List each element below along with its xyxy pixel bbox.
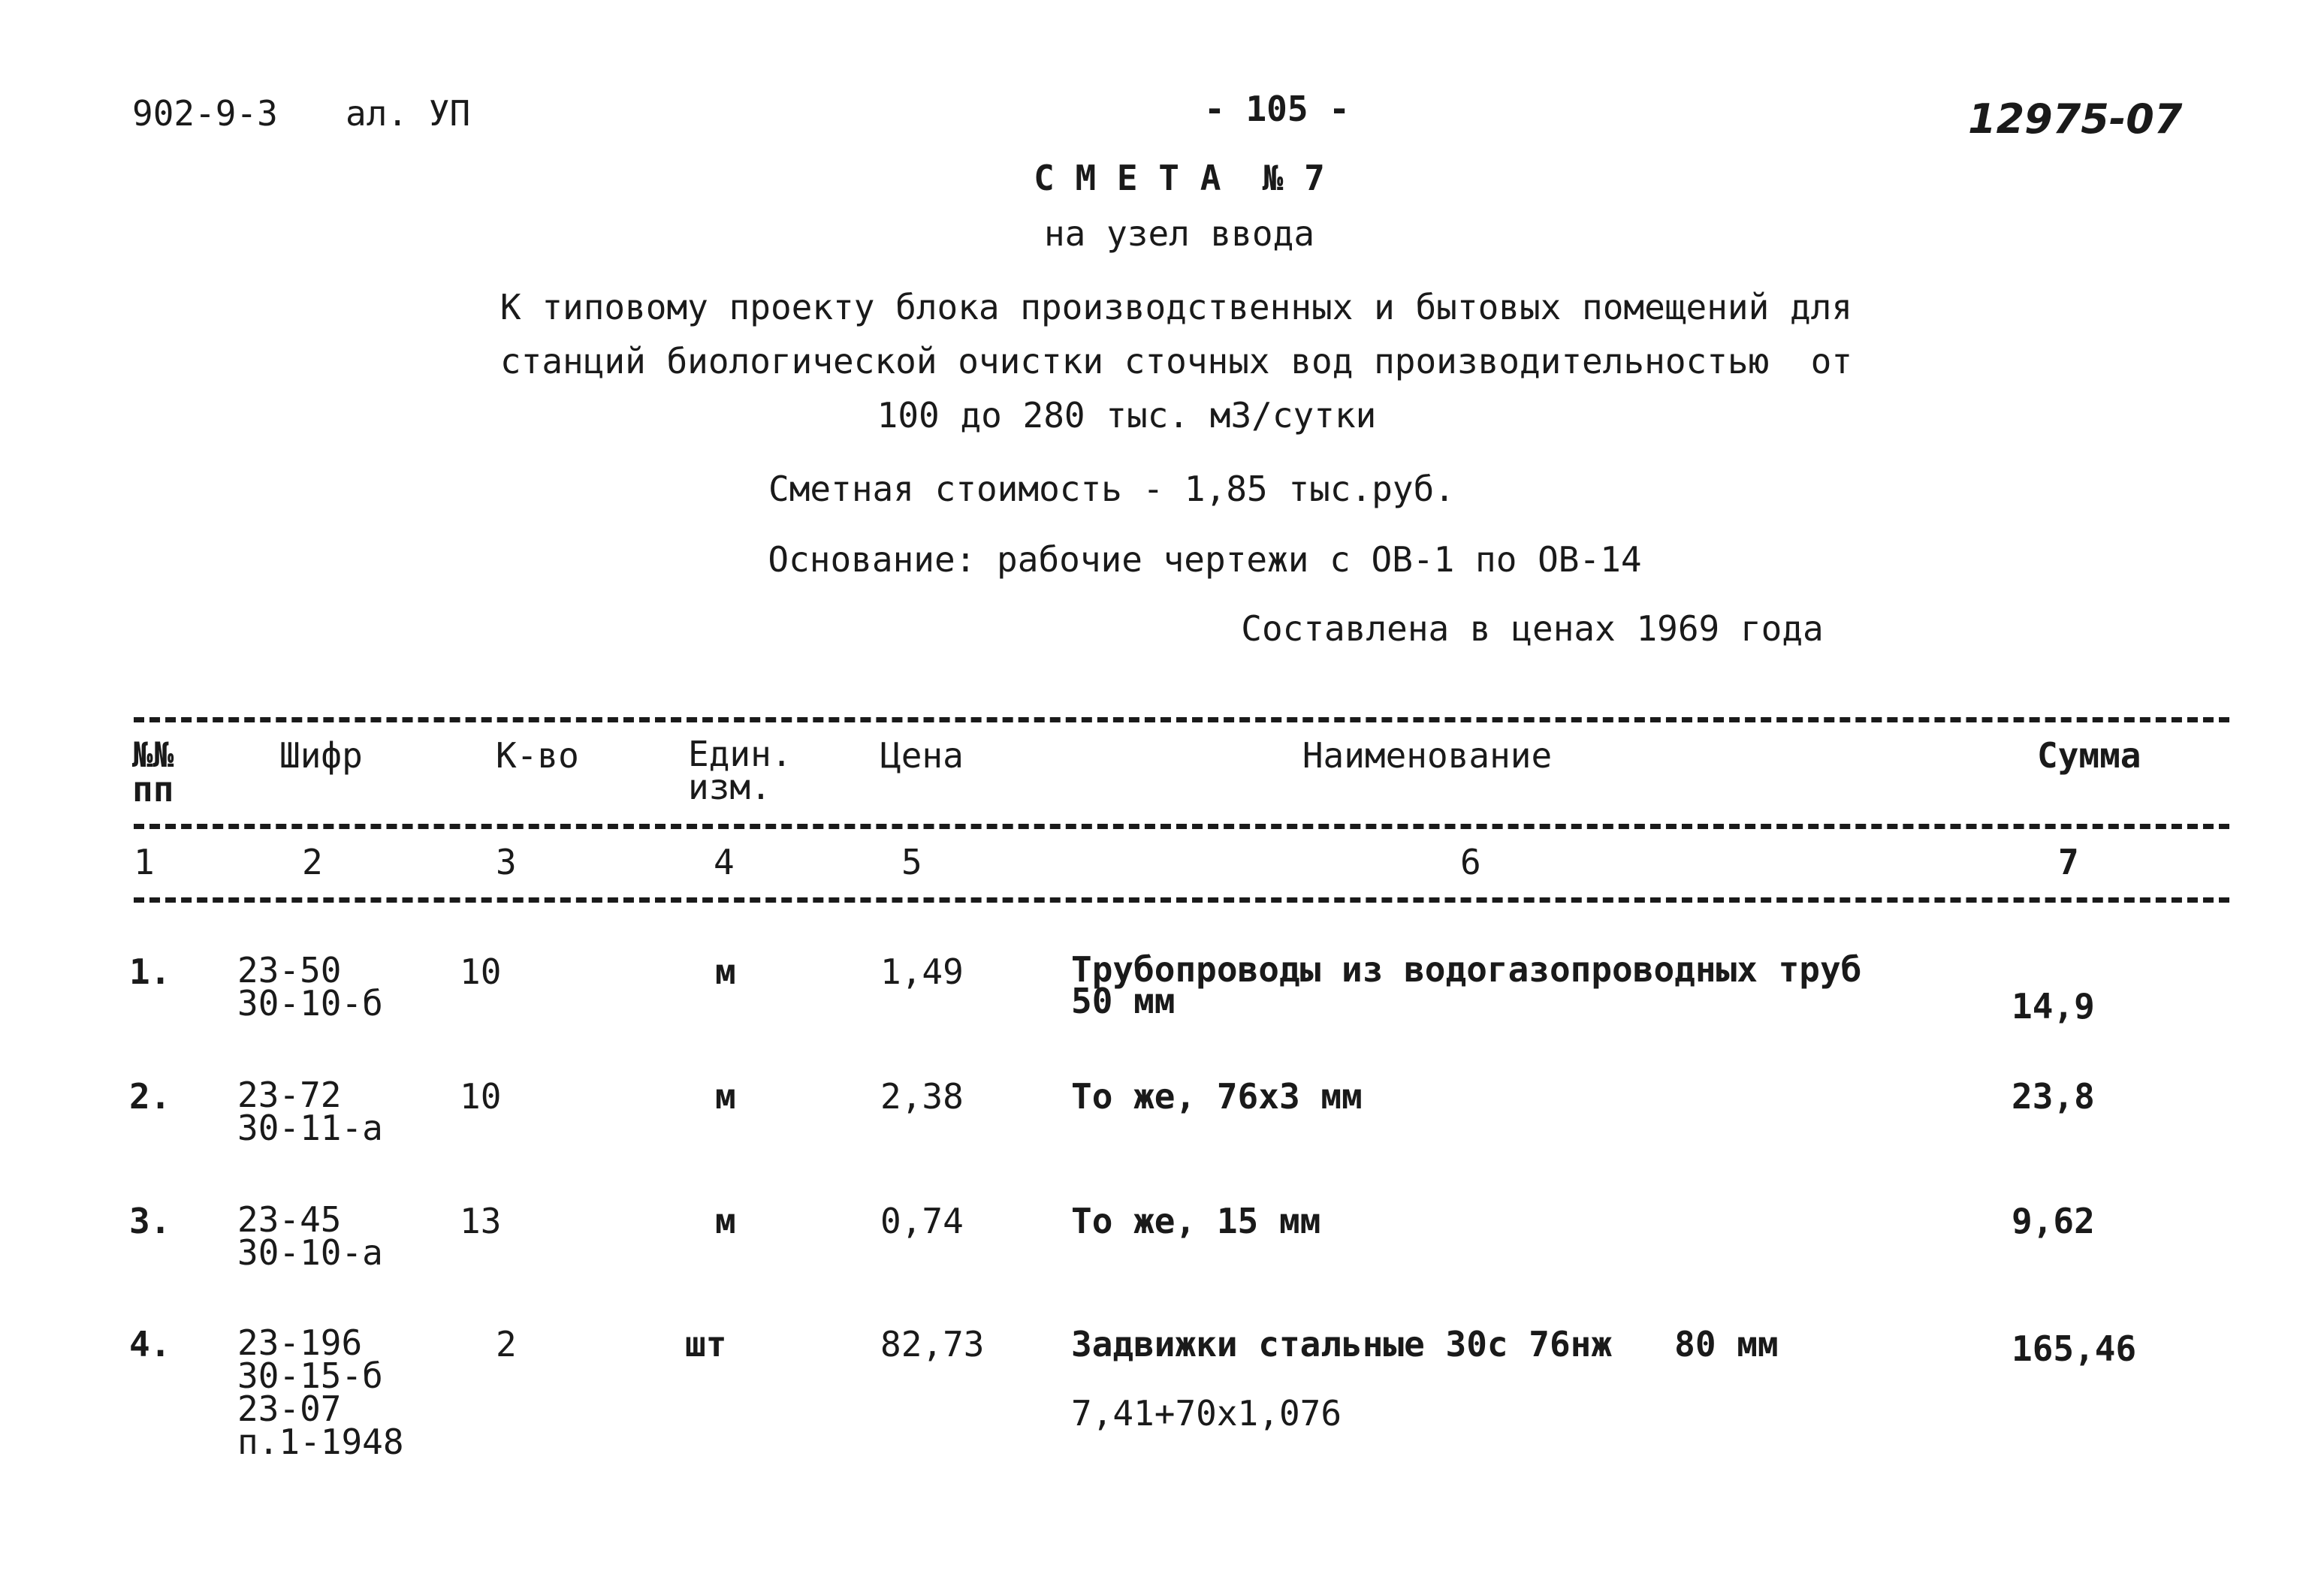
- col-number-6: 6: [1460, 842, 1481, 882]
- row-code: 23-50 30-10-б: [237, 950, 383, 1024]
- row-qty: 2: [496, 1324, 517, 1364]
- row-sum: 9,62: [2012, 1201, 2095, 1241]
- col-header-sum: Сумма: [2037, 735, 2141, 776]
- row-name: Задвижки стальные 30с 76нж 80 мм: [1071, 1324, 1779, 1364]
- row-number: 2.: [129, 1076, 171, 1117]
- description-line-2: станций биологической очистки сточных вод производительностью от: [500, 341, 1853, 381]
- row-number: 3.: [129, 1201, 171, 1241]
- col-number-5: 5: [901, 842, 922, 882]
- col-number-7: 7: [2058, 842, 2079, 882]
- row-sum: 23,8: [2012, 1076, 2095, 1117]
- col-number-4: 4: [714, 842, 735, 882]
- row-qty: 13: [460, 1201, 502, 1241]
- row-number: 4.: [129, 1324, 171, 1364]
- row-unit: м: [715, 1201, 736, 1241]
- album-number: ал. УП: [346, 93, 471, 134]
- row-unit: шт: [685, 1324, 727, 1364]
- row-price: 2,38: [880, 1076, 964, 1117]
- col-header-name: Наименование: [1302, 735, 1553, 776]
- estimate-basis: Основание: рабочие чертежи с ОВ-1 по ОВ-14: [768, 539, 1642, 580]
- col-header-qty: К-во: [496, 735, 579, 776]
- col-number-1: 1: [134, 842, 155, 882]
- row-unit: м: [715, 951, 736, 992]
- col-number-2: 2: [302, 842, 323, 882]
- col-header-price: Цена: [880, 735, 964, 776]
- col-header-unit: Един. изм.: [688, 734, 792, 807]
- sheet-id: 12975-07: [1968, 95, 2183, 143]
- row-sum: 14,9: [2012, 986, 2095, 1027]
- row-code: 23-196 30-15-б 23-07 п.1-1948: [237, 1322, 404, 1462]
- row-name-calc: 7,41+70х1,076: [1071, 1393, 1342, 1434]
- row-price: 1,49: [880, 951, 964, 992]
- row-number: 1.: [129, 951, 171, 992]
- row-sum: 165,46: [2012, 1328, 2137, 1369]
- col-number-3: 3: [496, 842, 517, 882]
- row-code: 23-45 30-10-а: [237, 1199, 383, 1273]
- col-header-code: Шифр: [279, 735, 363, 776]
- description-line-3: 100 до 280 тыс. м3/сутки: [877, 395, 1377, 436]
- price-basis: Составлена в ценах 1969 года: [1241, 608, 1824, 649]
- row-qty: 10: [460, 951, 502, 992]
- row-name: То же, 76х3 мм: [1071, 1076, 1363, 1117]
- page-number: - 105 -: [1204, 89, 1350, 129]
- description-line-1: К типовому проекту блока производственных и бытовых помещений для: [500, 287, 1853, 327]
- row-unit: м: [715, 1076, 736, 1117]
- row-price: 82,73: [880, 1324, 985, 1364]
- col-header-num: №№ пп: [132, 734, 174, 810]
- row-price: 0,74: [880, 1201, 964, 1241]
- table-header-rule: [134, 824, 2229, 829]
- project-series: 902-9-3: [132, 93, 278, 134]
- row-name: Трубопроводы из водогазопроводных труб 50 мм: [1071, 949, 1862, 1021]
- document-subtitle: на узел ввода: [1043, 213, 1315, 254]
- row-code: 23-72 30-11-а: [237, 1075, 383, 1148]
- estimated-cost: Сметная стоимость - 1,85 тыс.руб.: [768, 469, 1455, 509]
- table-numbers-rule: [134, 897, 2229, 903]
- row-name: То же, 15 мм: [1071, 1201, 1321, 1241]
- document-title: С М Е Т А № 7: [1034, 158, 1325, 198]
- row-qty: 10: [460, 1076, 502, 1117]
- table-top-rule: [134, 717, 2229, 722]
